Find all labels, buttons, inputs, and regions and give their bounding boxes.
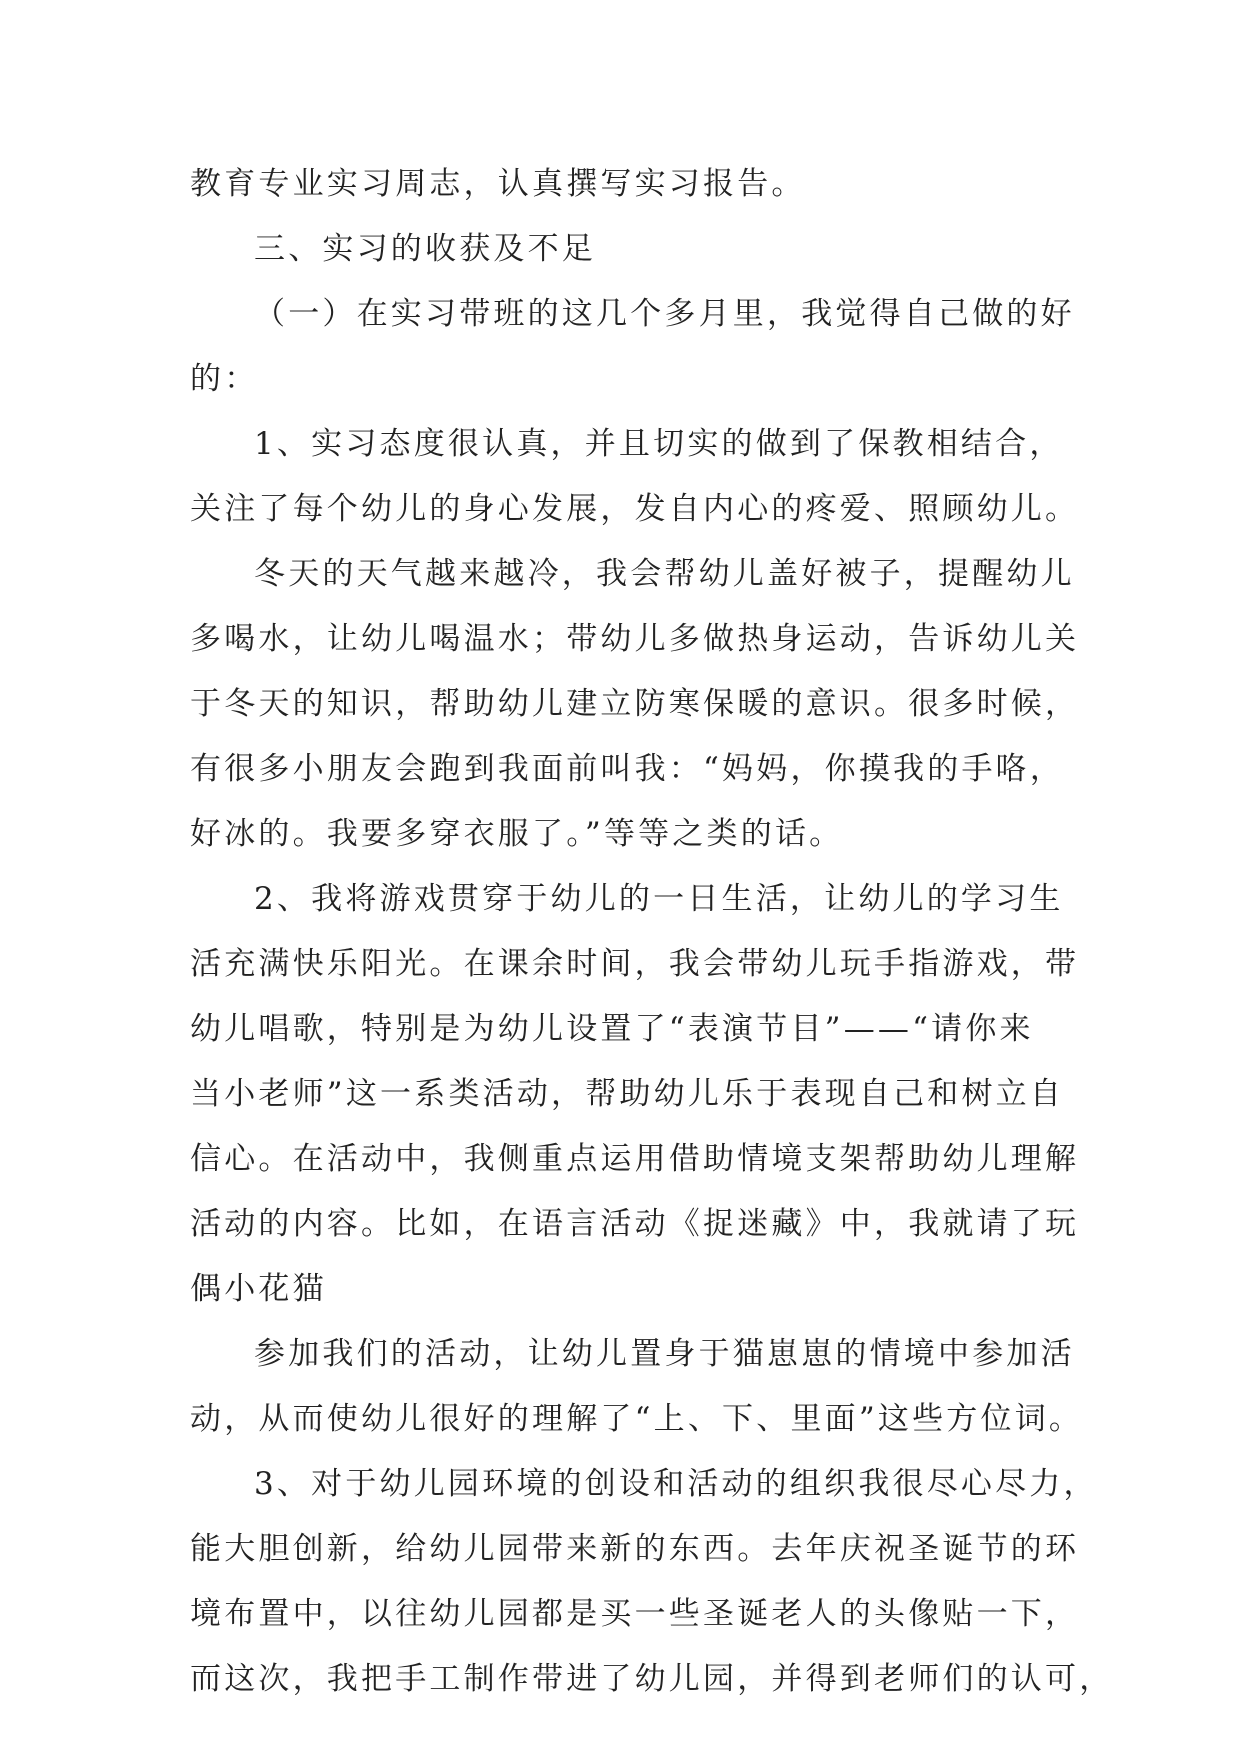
text-line: 于冬天的知识，帮助幼儿建立防寒保暖的意识。很多时候，: [190, 686, 1080, 722]
document-body: [190, 152, 1114, 1712]
text-line: 多喝水，让幼儿喝温水；带幼儿多做热身运动，告诉幼儿关: [190, 621, 1080, 657]
text-line: 教育专业实习周志，认真撰写实习报告。: [190, 166, 806, 202]
text-line: 当小老师”这一系类活动，帮助幼儿乐于表现自己和树立自: [190, 1076, 1065, 1112]
text-line: 境布置中，以往幼儿园都是买一些圣诞老人的头像贴一下，: [190, 1596, 1080, 1632]
text-line: 参加我们的活动，让幼儿置身于猫崽崽的情境中参加活: [254, 1336, 1075, 1372]
section-heading: 三、实习的收获及不足: [254, 231, 596, 267]
text-line: 而这次，我把手工制作带进了幼儿园，并得到老师们的认可，: [190, 1661, 1114, 1697]
text-line: 幼儿唱歌，特别是为幼儿设置了“表演节目”——“请你来: [190, 1011, 1034, 1047]
text-line: 偶小花猫: [190, 1271, 327, 1307]
text-line: 的：: [190, 361, 259, 397]
text-line: 信心。在活动中，我侧重点运用借助情境支架帮助幼儿理解: [190, 1141, 1080, 1177]
text-line: 冬天的天气越来越冷，我会帮幼儿盖好被子，提醒幼儿: [254, 556, 1075, 592]
text-line: 2、我将游戏贯穿于幼儿的一日生活，让幼儿的学习生: [254, 881, 1064, 917]
text-line: 好冰的。我要多穿衣服了。”等等之类的话。: [190, 816, 844, 852]
text-line: 3、对于幼儿园环境的创设和活动的组织我很尽心尽力，: [254, 1466, 1098, 1502]
text-line: 动，从而使幼儿很好的理解了“上、下、里面”这些方位词。: [190, 1401, 1084, 1437]
text-line: 有很多小朋友会跑到我面前叫我：“妈妈，你摸我的手咯，: [190, 751, 1065, 787]
text-line: 关注了每个幼儿的身心发展，发自内心的疼爱、照顾幼儿。: [190, 491, 1080, 527]
subsection-heading: （一）在实习带班的这几个多月里，我觉得自己做的好: [254, 296, 1075, 332]
text-line: 能大胆创新，给幼儿园带来新的东西。去年庆祝圣诞节的环: [190, 1531, 1080, 1567]
text-line: 活动的内容。比如，在语言活动《捉迷藏》中，我就请了玩: [190, 1206, 1080, 1242]
text-line: 1、实习态度很认真，并且切实的做到了保教相结合，: [254, 426, 1064, 462]
text-line: 活充满快乐阳光。在课余时间，我会带幼儿玩手指游戏，带: [190, 946, 1080, 982]
